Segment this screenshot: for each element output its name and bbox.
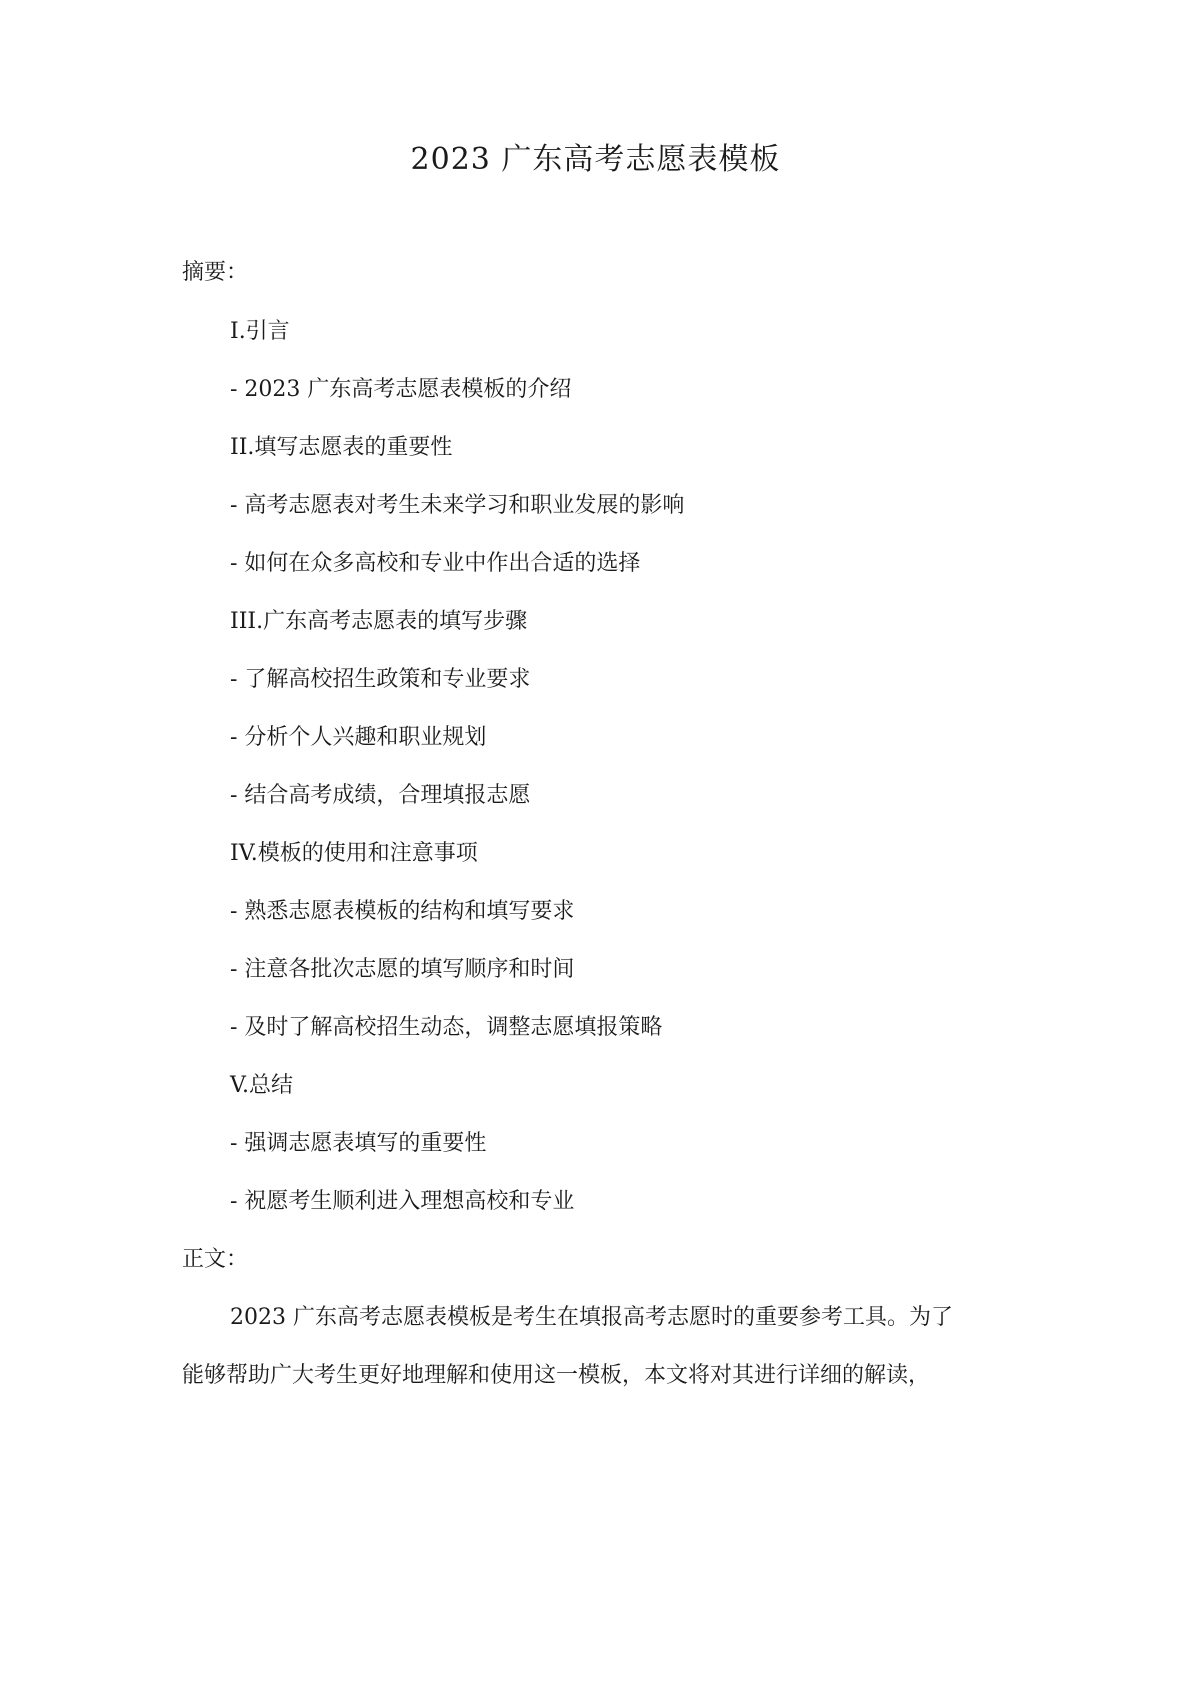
outline-item-intro: I.引言 xyxy=(230,319,290,344)
outline-item-summary: V.总结 xyxy=(230,1073,294,1098)
outline-item-template-usage: IV.模板的使用和注意事项 xyxy=(230,841,478,866)
outline-item: - 了解高校招生政策和专业要求 xyxy=(230,667,531,692)
body-heading: 正文： xyxy=(182,1247,249,1272)
outline-item: - 2023 广东高考志愿表模板的介绍 xyxy=(230,377,572,402)
outline-item: - 结合高考成绩，合理填报志愿 xyxy=(230,783,531,808)
outline-item-steps: III.广东高考志愿表的填写步骤 xyxy=(230,609,528,634)
abstract-heading: 摘要： xyxy=(182,260,249,285)
body-paragraph-line: 2023 广东高考志愿表模板是考生在填报高考志愿时的重要参考工具。为了 xyxy=(230,1305,953,1330)
outline-item: - 高考志愿表对考生未来学习和职业发展的影响 xyxy=(230,493,685,518)
outline-item: - 注意各批次志愿的填写顺序和时间 xyxy=(230,957,575,982)
outline-item: - 强调志愿表填写的重要性 xyxy=(230,1131,487,1156)
outline-item-importance: II.填写志愿表的重要性 xyxy=(230,435,453,460)
document-title: 2023 广东高考志愿表模板 xyxy=(410,142,781,177)
outline-item: - 如何在众多高校和专业中作出合适的选择 xyxy=(230,551,641,576)
outline-item: - 祝愿考生顺利进入理想高校和专业 xyxy=(230,1189,575,1214)
body-paragraph-line: 能够帮助广大考生更好地理解和使用这一模板，本文将对其进行详细的解读， xyxy=(182,1363,931,1388)
outline-item: - 分析个人兴趣和职业规划 xyxy=(230,725,487,750)
outline-item: - 熟悉志愿表模板的结构和填写要求 xyxy=(230,899,575,924)
outline-item: - 及时了解高校招生动态，调整志愿填报策略 xyxy=(230,1015,663,1040)
